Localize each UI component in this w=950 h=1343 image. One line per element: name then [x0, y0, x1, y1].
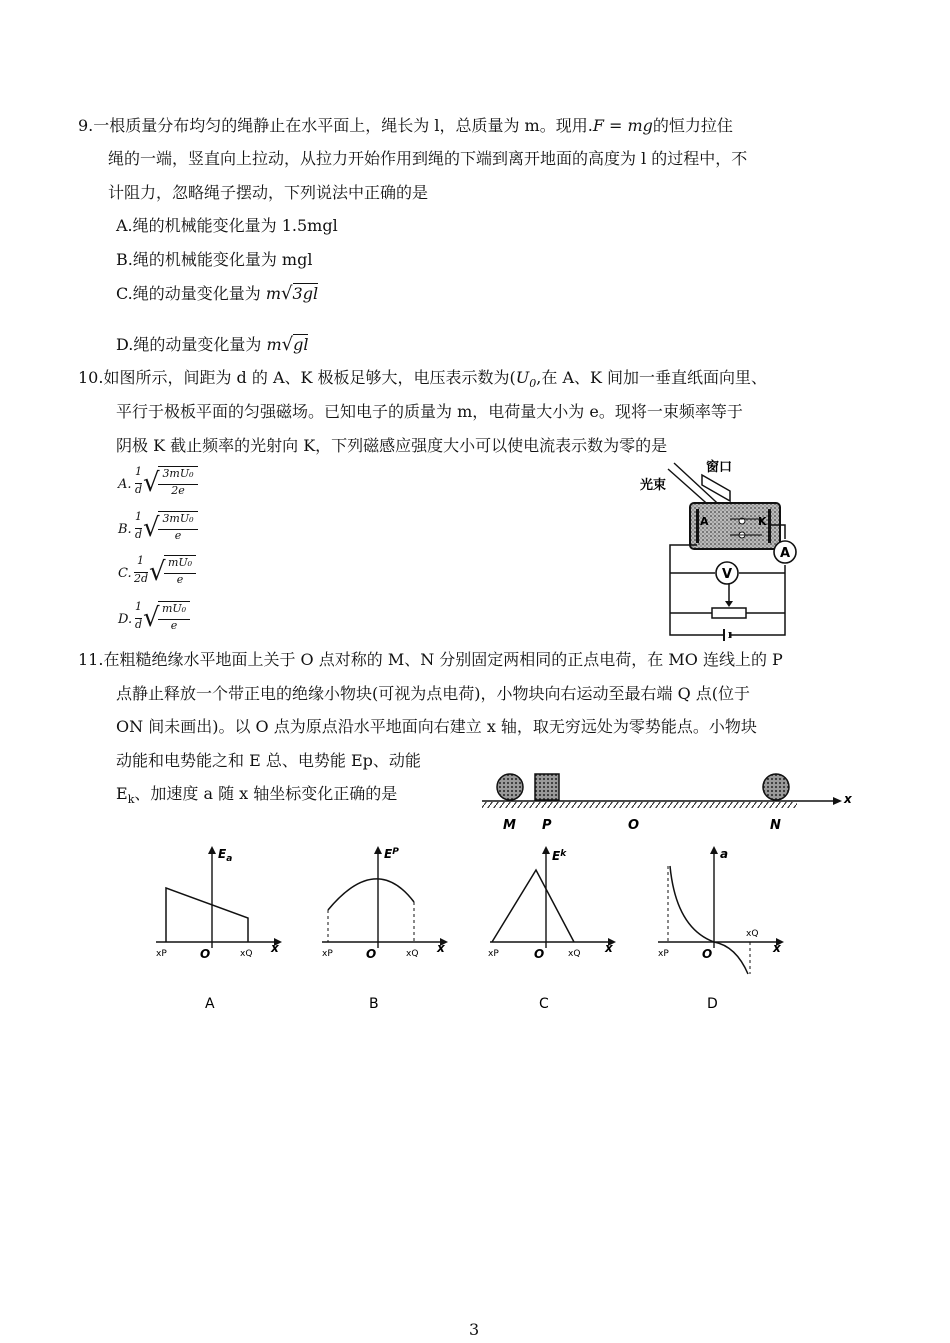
q9-text-b: 的恒力拉住	[652, 116, 733, 135]
graph-letter: C	[539, 996, 549, 1012]
q10-option-a-coefden: d	[135, 483, 143, 496]
q10-option-c-den: e	[164, 573, 196, 586]
q9-force: F = mg	[592, 116, 653, 135]
q11-graph-c	[484, 842, 624, 1017]
q11-graph-d	[652, 842, 792, 1017]
graph-y-arrow	[542, 846, 550, 854]
graph-xp-label: xP	[322, 949, 333, 959]
graph-xq-label: xQ	[406, 949, 419, 959]
q11-label-m: M	[503, 818, 516, 833]
q9-option-b: B.绳的机械能变化量为 mgl	[116, 250, 313, 269]
q9-option-c: C.绳的动量变化量为 m√3gl	[116, 283, 319, 304]
q9-option-d: D.绳的动量变化量为 m√gl	[116, 334, 309, 355]
q10-option-d-den: e	[158, 619, 190, 632]
graph-letter: A	[205, 996, 215, 1012]
q11-line4: 动能和电势能之和 E 总、电势能 Ep、动能	[116, 751, 421, 770]
q9-option-d-m: m	[266, 335, 282, 354]
graph-letter: B	[369, 996, 379, 1012]
q10-voltmeter-label: V	[722, 567, 733, 582]
q10-option-b-coef: 1	[135, 510, 142, 523]
q9-option-a: A.绳的机械能变化量为 1.5mgl	[116, 216, 338, 235]
graph-y-arrow	[374, 846, 382, 854]
graph-xp-label: xP	[156, 949, 167, 959]
q10-line2: 平行于极板平面的匀强磁场。已知电子的质量为 m，电荷量大小为 e。现将一束频率等于	[116, 402, 743, 421]
q10-option-a-den: 2e	[158, 484, 198, 497]
graph-y-label: $E^k$	[552, 849, 567, 863]
q10-rheostat-slider	[725, 601, 733, 607]
q10-text: 10.如图所示，间距为 d 的 A、K 极板足够大，电压表示数为(	[78, 368, 516, 387]
q10-option-c: C. 1 2d √ mU₀ e	[118, 551, 208, 593]
graph-x-label: x	[773, 941, 781, 955]
graph-y-label: a	[720, 847, 729, 861]
q9-option-d-text: D.绳的动量变化量为	[116, 335, 262, 354]
q10-u0: U	[515, 368, 530, 387]
q11-x-label: x	[844, 792, 852, 806]
q11-charge-n	[763, 774, 789, 800]
q10-option-d-num: mU₀	[158, 601, 190, 615]
q10-option-b-letter: B.	[118, 522, 132, 537]
q10-circuit-figure	[630, 455, 810, 645]
q11-ek-sub: k	[127, 793, 135, 807]
q10-option-a-letter: A.	[118, 477, 132, 492]
q10-option-c-coef: 1	[137, 554, 144, 567]
graph-xp-label: xP	[658, 949, 669, 959]
q10-option-c-coefden: 2d	[134, 572, 149, 585]
graph-y-arrow	[208, 846, 216, 854]
graph-o-label: O	[534, 947, 545, 961]
graph-curve	[492, 870, 574, 942]
q11-line5-text: 、加速度 a 随 x 轴坐标变化正确的是	[134, 784, 398, 803]
q9-line3: 计阻力，忽略绳子摆动，下列说法中正确的是	[108, 183, 429, 202]
q10-option-a: A. 1 d √ 3mU₀ 2e	[118, 462, 208, 504]
q10-text-b: ,在 A、K 间加一垂直纸面向里、	[536, 368, 768, 387]
q11-line2: 点静止释放一个带正电的绝缘小物块(可视为点电荷)，小物块向右运动至最右端 Q 点(位于	[116, 684, 751, 703]
graph-o-label: O	[366, 947, 377, 961]
q11-block-p	[535, 774, 559, 800]
graph-xq-label: xQ	[746, 929, 759, 939]
q9-line1	[78, 116, 733, 136]
graph-y-label: $E_a$	[218, 847, 233, 864]
q9-line2: 绳的一端，竖直向上拉动，从拉力开始作用到绳的下端到离开地面的高度为 l 的过程中，不	[108, 149, 748, 168]
page-number: 3	[469, 1320, 480, 1339]
q10-line1	[78, 368, 767, 394]
q11-ground-hatch	[482, 802, 797, 808]
q10-option-b-num: 3mU₀	[158, 511, 198, 525]
q10-option-d-letter: D.	[118, 612, 133, 627]
q9-text: 9.一根质量分布均匀的绳静止在水平面上，绳长为 l，总质量为 m。现用.	[78, 116, 593, 135]
q11-ek: E	[116, 784, 128, 803]
q10-option-d: D. 1 d √ mU₀ e	[118, 597, 208, 639]
q11-label-o: O	[628, 818, 640, 833]
q10-option-d-coef: 1	[135, 600, 142, 613]
q11-line1: 11.在粗糙绝缘水平地面上关于 O 点对称的 M、N 分别固定两相同的正点电荷，在 MO 连线上的 P	[78, 650, 783, 669]
graph-o-label: O	[200, 947, 211, 961]
q11-line5	[116, 784, 397, 810]
q10-plate-a	[696, 509, 699, 543]
q10-window-label: 窗口	[706, 460, 733, 475]
q10-option-b-den: e	[158, 529, 198, 542]
graph-letter: D	[707, 996, 718, 1012]
q10-option-c-num: mU₀	[164, 555, 196, 569]
graph-xp-label: xP	[488, 949, 499, 959]
q10-u0-sub: 0	[529, 377, 537, 391]
q10-ammeter-label: A	[780, 546, 791, 561]
q11-line3: ON 间未画出)。以 O 点为原点沿水平地面向右建立 x 轴，取无穷远处为零势能点。小物块	[116, 717, 757, 736]
q10-option-a-num: 3mU₀	[158, 466, 198, 480]
graph-x-label: x	[271, 941, 279, 955]
graph-xq-label: xQ	[568, 949, 581, 959]
q10-line3: 阴极 K 截止频率的光射向 K，下列磁感应强度大小可以使电流表示数为零的是	[116, 436, 668, 455]
graph-curve	[166, 888, 248, 942]
q10-option-a-coef: 1	[135, 465, 142, 478]
graph-curve	[328, 879, 414, 910]
q10-option-c-letter: C.	[118, 566, 132, 581]
q10-label-a: A	[700, 515, 709, 528]
q11-graph-a	[150, 842, 290, 1017]
q11-label-p: P	[542, 818, 552, 833]
q10-plate-k	[768, 509, 771, 543]
graph-y-label: $E^P$	[384, 847, 399, 861]
graph-x-label: x	[605, 941, 613, 955]
graph-xq-label: xQ	[240, 949, 253, 959]
q11-graph-b	[316, 842, 456, 1017]
q10-label-k: K	[758, 515, 767, 528]
q9-option-c-m: m	[265, 284, 282, 303]
q10-rheostat	[712, 608, 746, 618]
q11-charge-m	[497, 774, 523, 800]
graph-o-label: O	[702, 947, 713, 961]
q10-option-b-coefden: d	[135, 528, 143, 541]
graph-x-label: x	[437, 941, 445, 955]
q9-option-c-text: C.绳的动量变化量为	[116, 284, 261, 303]
q11-ground-figure	[478, 765, 858, 837]
q11-label-n: N	[770, 818, 781, 833]
q10-window	[702, 475, 730, 501]
q10-beam-label: 光束	[640, 478, 667, 493]
q10-option-b: B. 1 d √ 3mU₀ e	[118, 507, 208, 549]
q10-wire	[670, 545, 785, 635]
q10-option-d-coefden: d	[135, 618, 143, 631]
q9-option-d-radicand: gl	[293, 335, 309, 354]
graph-y-arrow	[710, 846, 718, 854]
q11-x-axis-arrow	[833, 797, 842, 805]
q9-option-c-radicand: 3gl	[292, 284, 319, 303]
